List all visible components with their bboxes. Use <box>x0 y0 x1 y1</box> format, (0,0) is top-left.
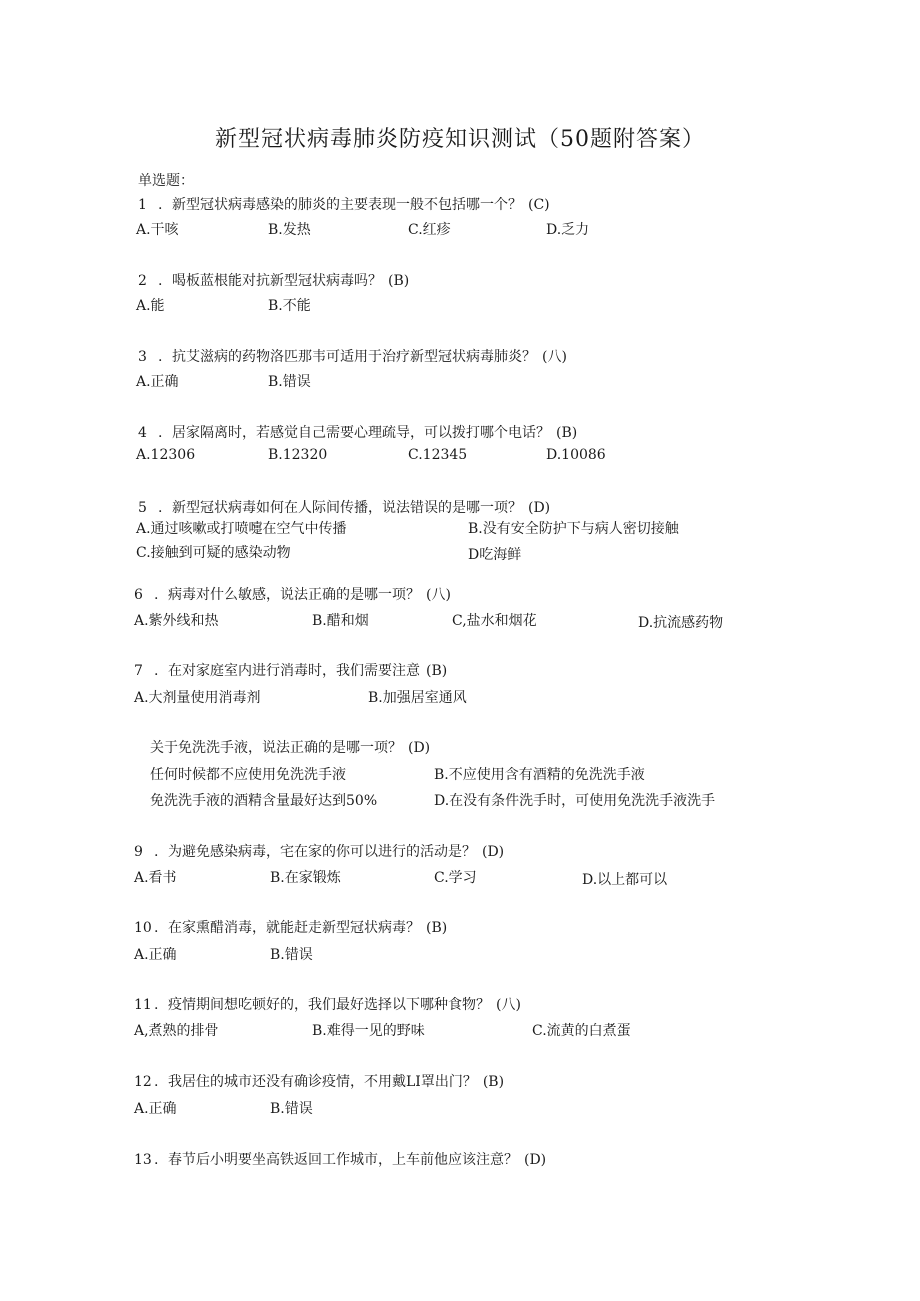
question-text: 新型冠状病毒如何在人际间传播，说法错误的是哪一项？ <box>172 500 522 516</box>
question-number: 1 <box>138 197 147 213</box>
answer: (八) <box>496 997 521 1013</box>
question-6: 6 . 病毒对什么敏感，说法正确的是哪一项？ (八) <box>134 587 451 603</box>
question-text: 在对家庭室内进行消毒时，我们需要注意 <box>168 663 420 679</box>
answer: (D) <box>482 844 505 860</box>
answer: (B) <box>426 663 448 679</box>
question-2: 2 . 喝板蓝根能对抗新型冠状病毒吗？ (B) <box>138 273 410 289</box>
question-3: 3 . 抗艾滋病的药物洛匹那韦可适用于治疗新型冠状病毒肺炎？ (八) <box>138 349 567 365</box>
question-1: 1 . 新型冠状病毒感染的肺炎的主要表现一般不包括哪一个？ (C) <box>138 197 550 213</box>
option: B.没有安全防护下与病人密切接触 <box>468 521 679 537</box>
option: 任何时候都不应使用免洗洗手液 <box>150 767 346 783</box>
question-10: 10 . 在家熏醋消毒，就能赶走新型冠状病毒？ (B) <box>134 920 448 936</box>
question-number: 10 <box>134 920 152 936</box>
option: A.正确 <box>136 374 179 390</box>
option: A.正确 <box>134 947 177 963</box>
question-number: 9 <box>134 844 143 860</box>
option: D吃海鲜 <box>468 547 522 563</box>
option: B.错误 <box>270 1101 313 1117</box>
answer: (八) <box>426 587 451 603</box>
option: A.正确 <box>134 1101 177 1117</box>
option: A.大剂量使用消毒剂 <box>134 690 261 706</box>
question-text: 关于免洗洗手液，说法正确的是哪一项？ <box>150 740 402 756</box>
option: B.不能 <box>268 298 311 314</box>
question-5: 5 . 新型冠状病毒如何在人际间传播，说法错误的是哪一项？ (D) <box>138 500 551 516</box>
question-12: 12 . 我居住的城市还没有确诊疫情，不用戴LI罩出门？ (B) <box>134 1074 505 1090</box>
option: C.红疹 <box>408 222 451 238</box>
question-8 <box>150 737 430 757</box>
question-number: 7 <box>134 663 143 679</box>
option: B.难得一见的野味 <box>312 1023 425 1039</box>
question-text: 为避免感染病毒，宅在家的你可以进行的活动是？ <box>168 844 476 860</box>
option: B.错误 <box>268 374 311 390</box>
option: D.在没有条件洗手时，可使用免洗洗手液洗手 <box>434 793 716 809</box>
question-text: 居家隔离时，若感觉自己需要心理疏导，可以拨打哪个电话？ <box>172 425 550 441</box>
option: C.学习 <box>434 870 477 886</box>
option: D.10086 <box>546 447 606 463</box>
answer: (C) <box>528 197 550 213</box>
option: A,煮熟的排骨 <box>134 1023 219 1039</box>
question-number: 5 <box>138 500 147 516</box>
option: B.错误 <box>270 947 313 963</box>
answer: (B) <box>426 920 448 936</box>
question-text: 我居住的城市还没有确诊疫情，不用戴LI罩出门？ <box>168 1074 477 1090</box>
question-7: 7 . 在对家庭室内进行消毒时，我们需要注意 (B) <box>134 663 448 679</box>
question-text: 春节后小明要坐高铁返回工作城市，上车前他应该注意？ <box>168 1152 518 1168</box>
question-number: 12 <box>134 1074 152 1090</box>
option: 免洗洗手液的酒精含量最好达到50% <box>150 793 378 809</box>
answer: (B) <box>482 1074 505 1090</box>
question-4: 4 . 居家隔离时，若感觉自己需要心理疏导，可以拨打哪个电话？ (B) <box>138 425 578 441</box>
question-number: 3 <box>138 349 147 365</box>
option: C,盐水和烟花 <box>452 613 537 629</box>
answer: (八) <box>542 349 567 365</box>
option: A.看书 <box>134 870 177 886</box>
question-13: 13 . 春节后小明要坐高铁返回工作城市，上车前他应该注意？ (D) <box>134 1152 547 1168</box>
question-text: 抗艾滋病的药物洛匹那韦可适用于治疗新型冠状病毒肺炎？ <box>172 349 536 365</box>
option: B.发热 <box>268 222 311 238</box>
option: D.乏力 <box>546 222 590 238</box>
option: A.能 <box>136 298 165 314</box>
option: A.12306 <box>136 447 196 463</box>
option: B.不应使用含有酒精的免洗洗手液 <box>434 767 645 783</box>
option: A.紫外线和热 <box>134 613 219 629</box>
option: C.流黄的白煮蛋 <box>532 1023 631 1039</box>
option: C.接触到可疑的感染动物 <box>136 545 291 561</box>
question-9: 9 . 为避免感染病毒，宅在家的你可以进行的活动是？ (D) <box>134 844 505 860</box>
question-number: 6 <box>134 587 143 603</box>
question-text: 病毒对什么敏感，说法正确的是哪一项？ <box>168 587 420 603</box>
question-text: 新型冠状病毒感染的肺炎的主要表现一般不包括哪一个？ <box>172 197 522 213</box>
question-number: 13 <box>134 1152 152 1168</box>
question-number: 11 <box>134 997 152 1013</box>
question-number: 4 <box>138 425 147 441</box>
option: C.12345 <box>408 447 468 463</box>
option: A.通过咳嗽或打喷嚏在空气中传播 <box>136 521 347 537</box>
answer: (B) <box>388 273 410 289</box>
option: D.以上都可以 <box>582 872 668 888</box>
answer: (B) <box>556 425 578 441</box>
question-11: 11 . 疫情期间想吃顿好的，我们最好选择以下哪种食物？ (八) <box>134 997 521 1013</box>
option: B.醋和烟 <box>312 613 369 629</box>
option: B.在家锻炼 <box>270 870 341 886</box>
section-label: 单选题： <box>138 173 194 189</box>
question-text: 在家熏醋消毒，就能赶走新型冠状病毒？ <box>168 920 420 936</box>
question-text: 疫情期间想吃顿好的，我们最好选择以下哪种食物？ <box>168 997 490 1013</box>
answer: (D) <box>408 740 431 756</box>
option: B.12320 <box>268 447 328 463</box>
option: B.加强居室通风 <box>368 690 467 706</box>
question-text: 喝板蓝根能对抗新型冠状病毒吗？ <box>172 273 382 289</box>
question-number: 2 <box>138 273 147 289</box>
answer: (D) <box>524 1152 547 1168</box>
answer: (D) <box>528 500 551 516</box>
option: D.抗流感药物 <box>638 615 724 631</box>
document-title: 新型冠状病毒肺炎防疫知识测试（50题附答案） <box>215 127 705 152</box>
option: A.干咳 <box>136 222 179 238</box>
